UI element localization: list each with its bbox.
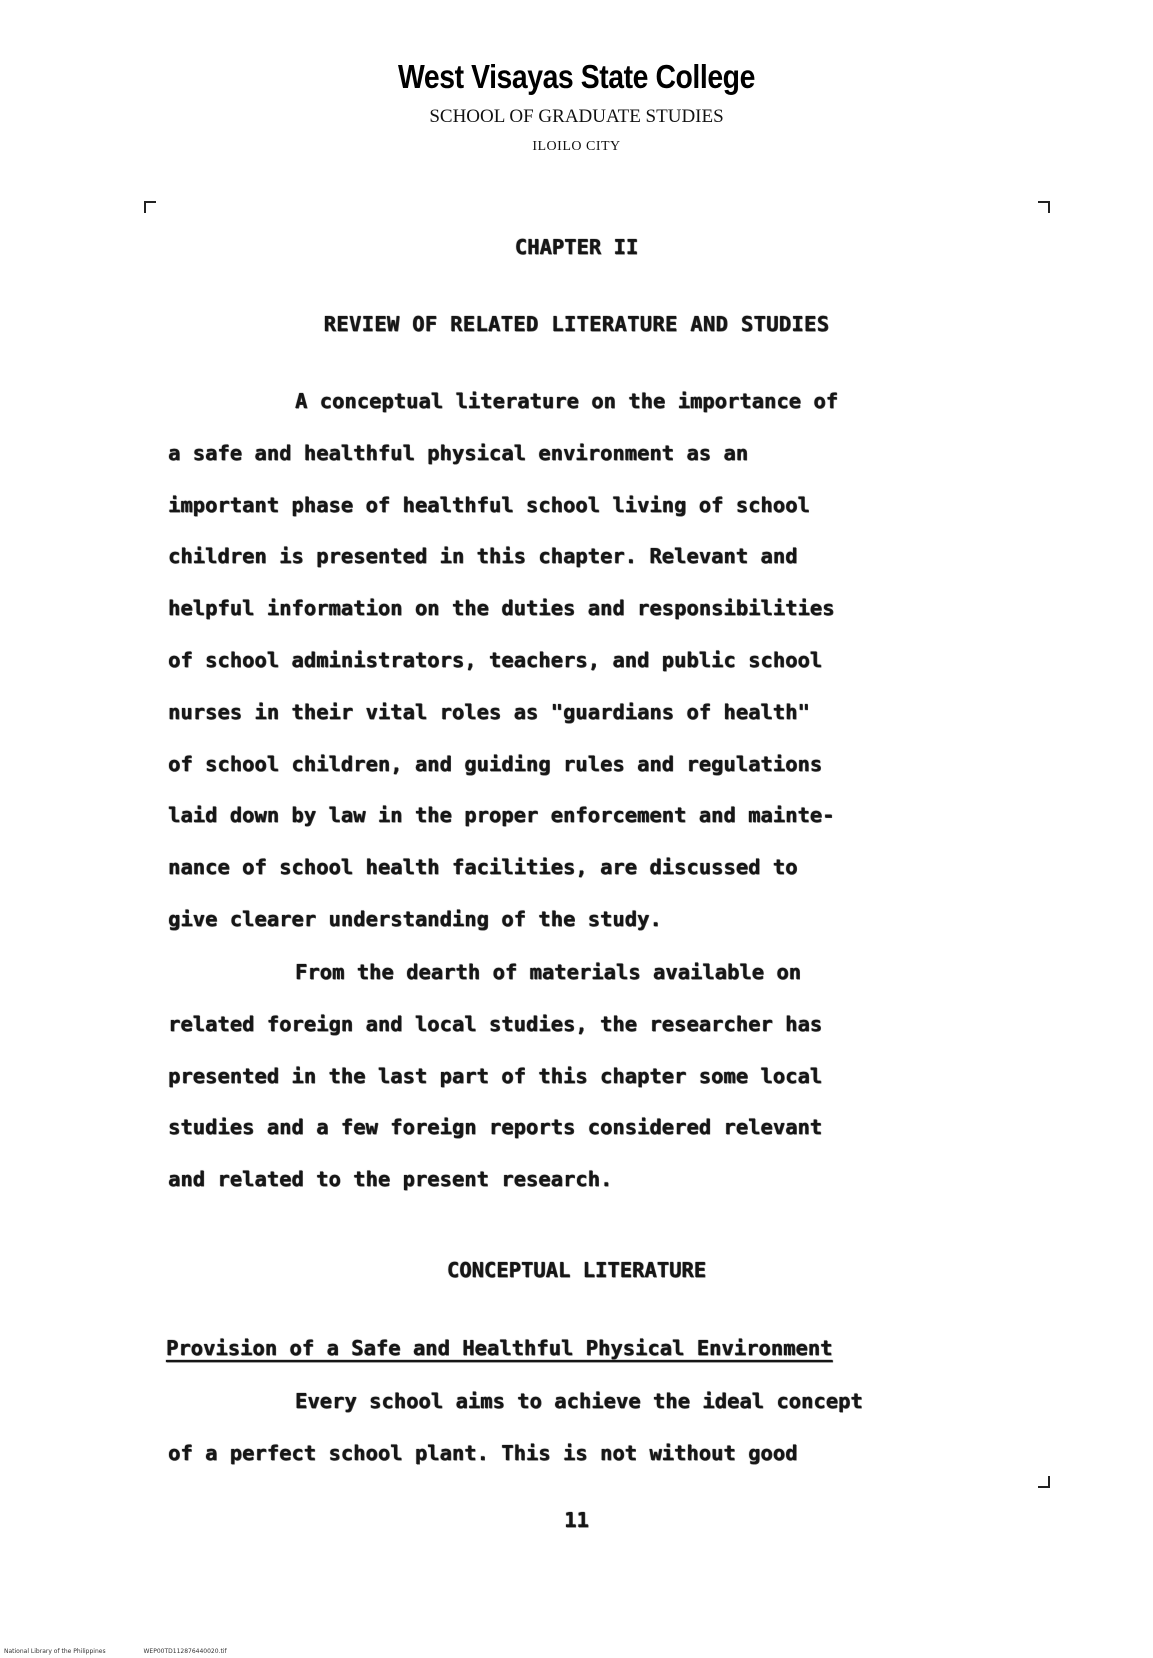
paragraph1-line: a safe and healthful physical environment as an [168,441,749,465]
paragraph1-line: nance of school health facilities, are discussed to [168,855,798,879]
footer-library: National Library of the Philippines [4,1648,106,1655]
crop-mark-top-left [144,201,156,213]
chapter-heading: CHAPTER II [514,235,639,259]
crop-mark-top-right [1038,201,1050,213]
school-name: SCHOOL OF GRADUATE STUDIES [429,106,724,127]
scan-footer [4,1648,263,1655]
paragraph1-line: nurses in their vital roles as "guardians of health" [168,700,810,724]
conceptual-literature-heading: CONCEPTUAL LITERATURE [446,1258,707,1282]
subheading: Provision of a Safe and Healthful Physical Environment [166,1336,833,1360]
paragraph1-line: helpful information on the duties and responsibilities [168,596,835,620]
paragraph1-line: children is presented in this chapter. Relevant and [168,544,798,568]
section-title: REVIEW OF RELATED LITERATURE AND STUDIES [323,312,830,336]
paragraph1-line: A conceptual literature on the importance of [295,389,839,413]
city-name: ILOILO CITY [532,139,621,154]
paragraph2-line: related foreign and local studies, the researcher has [168,1012,823,1036]
college-name: West Visayas State College [398,58,755,95]
footer-file-id: WEP00TD112876440020.tif [143,1648,227,1655]
page-number: 11 [564,1508,589,1532]
paragraph1-line: important phase of healthful school living of school [168,493,810,517]
paragraph1-line: give clearer understanding of the study. [168,907,662,931]
paragraph3-line: Every school aims to achieve the ideal concept [295,1389,863,1413]
paragraph2-line: and related to the present research. [168,1167,613,1191]
paragraph3-line: of a perfect school plant. This is not without good [168,1441,798,1465]
paragraph1-line: laid down by law in the proper enforcement and mainte- [168,803,835,827]
paragraph2-line: From the dearth of materials available on [295,960,802,984]
paragraph1-line: of school administrators, teachers, and public school [168,648,823,672]
paragraph1-line: of school children, and guiding rules and regulations [168,752,823,776]
paragraph2-line: presented in the last part of this chapter some local [168,1064,823,1088]
crop-mark-bottom-right [1038,1476,1050,1488]
paragraph2-line: studies and a few foreign reports considered relevant [168,1115,823,1139]
